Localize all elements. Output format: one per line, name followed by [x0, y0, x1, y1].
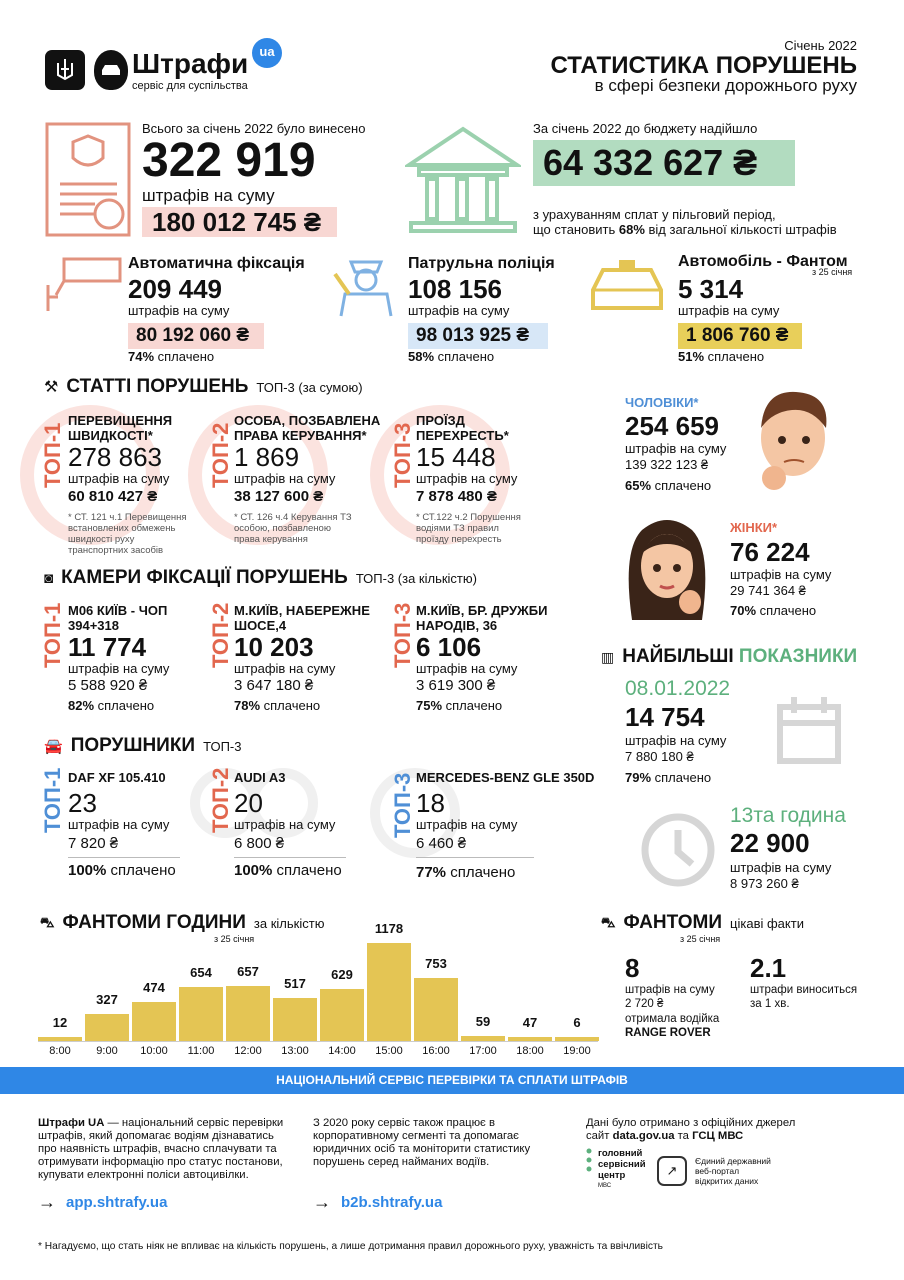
men-amount: 139 322 123 ₴ — [625, 457, 709, 472]
footer-banner: НАЦІОНАЛЬНИЙ СЕРВІС ПЕРЕВІРКИ ТА СПЛАТИ ШТРАФІВ — [0, 1067, 904, 1094]
women-text: штрафів на суму — [730, 567, 832, 582]
chart-hour-label: 17:00 — [469, 1045, 497, 1057]
fact-1-line-1: штрафів на суму — [625, 984, 715, 996]
camera-icon — [44, 255, 124, 315]
page-title: СТАТИСТИКА ПОРУШЕНЬ — [550, 52, 857, 79]
car-outline-icon-2: ⛍ — [601, 913, 616, 930]
article-2-note-2: особою, позбавленою — [234, 523, 331, 534]
source-police-paid: 58% сплачено — [408, 349, 495, 364]
source-police-amount: 98 013 925 ₴ — [408, 323, 548, 349]
chart-hour-label: 11:00 — [187, 1045, 215, 1057]
article-1-amount: 60 810 427 ₴ — [68, 488, 158, 505]
camera-1-name-2: 394+318 — [68, 618, 119, 633]
open-data-logo: ↗ Єдиний державний веб-портал відкритих даних — [657, 1156, 771, 1186]
chart-bar-label: 59 — [475, 1014, 491, 1030]
fact-2-number: 2.1 — [750, 953, 787, 983]
chart-bar-label: 1178 — [374, 921, 404, 936]
budget-note-1: з урахуванням сплат у пільговий період, — [533, 207, 776, 222]
camera-3-paid: 75% сплачено — [416, 698, 503, 713]
article-2-note-3: права керування — [234, 534, 308, 545]
chart-bar — [320, 989, 364, 1041]
article-1-name-2: ШВИДКОСТІ* — [68, 428, 153, 443]
cameras-section-title: ◙ КАМЕРИ ФІКСАЦІЇ ПОРУШЕНЬ ТОП-3 (за кількістю) — [44, 567, 477, 588]
violator-1-divider — [68, 857, 180, 858]
calendar-icon — [776, 695, 842, 765]
peak-date-label: штрафів на суму — [625, 733, 727, 748]
chart-hour-label: 15:00 — [375, 1045, 403, 1057]
men-label: ЧОЛОВІКИ* — [625, 395, 699, 410]
chart-hour-label: 18:00 — [516, 1045, 544, 1057]
articles-section-title: ⚒ СТАТТІ ПОРУШЕНЬ ТОП-3 (за сумою) — [44, 376, 363, 397]
report-date: Січень 2022 — [784, 38, 857, 53]
chart-bar — [273, 998, 317, 1041]
article-2-amount: 38 127 600 ₴ — [234, 488, 324, 505]
article-3-note-3: проїзду перехресть — [416, 534, 502, 545]
camera-2-paid: 78% сплачено — [234, 698, 321, 713]
article-1-label: штрафів на суму — [68, 471, 170, 486]
chart-hour-label: 9:00 — [96, 1045, 118, 1057]
chart-bar-label: 654 — [190, 964, 212, 980]
violator-2-paid: 100% сплачено — [234, 862, 342, 879]
chart-bar — [226, 986, 270, 1041]
article-3-note-2: водіями ТЗ правил — [416, 523, 499, 534]
peak-date: 08.01.2022 — [625, 677, 731, 700]
violator-3-rank: ТОП-3 — [390, 772, 415, 838]
woman-avatar-icon — [622, 510, 712, 622]
article-2-count: 1 869 — [234, 442, 300, 472]
peak-date-amount: 7 880 180 ₴ — [625, 749, 694, 764]
footer-col-1: Штрафи UA — національний сервіс перевірки штрафів, який допомагає водіям дізнаватись про наявність штрафів, вчасно сплачувати та отримувати інформацію про статус постанови, купувати електронні поліси автоцивілки. — [38, 1117, 284, 1181]
source-phantom-title: Автомобіль - Фантом — [678, 253, 848, 270]
article-1-name-1: ПЕРЕВИЩЕННЯ — [68, 413, 173, 428]
chart-bar-label: 327 — [96, 991, 118, 1007]
source-phantom-count: 5 314 — [678, 274, 744, 304]
violator-1-amount: 7 820 ₴ — [68, 835, 119, 852]
article-2-label: штрафів на суму — [234, 471, 336, 486]
camera-3-name-2: НАРОДІВ, 36 — [416, 618, 498, 633]
summary-count: 322 919 — [142, 134, 316, 187]
chart-bar-label: 517 — [284, 975, 306, 991]
article-2-name-2: ПРАВА КЕРУВАННЯ* — [234, 428, 367, 443]
women-paid: 70% сплачено — [730, 603, 817, 618]
violators-section-title: 🚘 ПОРУШНИКИ ТОП-3 — [44, 735, 242, 756]
fact-1-line-2: 2 720 ₴ — [625, 998, 664, 1010]
source-auto-amount: 80 192 060 ₴ — [128, 323, 264, 349]
shtrafy-logo — [94, 50, 128, 90]
violator-2-divider — [234, 857, 346, 858]
phantom-hours-title: ⛍ ФАНТОМИ ГОДИНИ за кількістю — [40, 912, 325, 933]
violator-2-name: AUDI A3 — [234, 770, 286, 785]
camera-small-icon: ◙ — [44, 569, 54, 587]
disclaimer: * Нагадуємо, що стать ніяк не впливає на кількість порушень, а лише дотримання правил дорожнього руху, уважність та ввічливість — [38, 1241, 663, 1252]
camera-1-count: 11 774 — [68, 632, 147, 662]
chart-bar-label: 753 — [425, 956, 447, 972]
arrow-right-icon-2: → — [313, 1192, 331, 1212]
article-1-note-2: встановлених обмежень — [68, 523, 176, 534]
chart-bar-label: 6 — [573, 1015, 581, 1030]
source-phantom-paid: 51% сплачено — [678, 349, 765, 364]
camera-2-rank: ТОП-2 — [208, 602, 233, 668]
fact-1-number: 8 — [625, 953, 640, 983]
chart-hour-label: 19:00 — [563, 1045, 591, 1057]
peak-section-title: ▥ НАЙБІЛЬШІ ПОКАЗНИКИ — [601, 646, 858, 667]
chart-hour-label: 14:00 — [328, 1045, 356, 1057]
camera-3-amount: 3 619 300 ₴ — [416, 677, 496, 694]
article-2-rank: ТОП-2 — [208, 422, 233, 488]
phantom-facts-note: з 25 січня — [680, 934, 721, 944]
article-3-name-2: ПЕРЕХРЕСТЬ* — [416, 428, 509, 443]
document-fine-icon — [45, 122, 131, 237]
chart-bar-label: 657 — [237, 964, 259, 980]
summary-intro: Всього за січень 2022 було винесено — [142, 121, 366, 136]
chart-bar-label: 47 — [522, 1015, 538, 1030]
men-count: 254 659 — [625, 411, 719, 441]
chart-bar-label: 12 — [52, 1015, 68, 1030]
violator-1-label: штрафів на суму — [68, 817, 170, 832]
peak-hour-amount: 8 973 260 ₴ — [730, 876, 799, 891]
source-police-label: штрафів на суму — [408, 303, 510, 318]
peak-date-count: 14 754 — [625, 702, 705, 732]
clock-icon — [640, 812, 716, 888]
source-auto-paid: 74% сплачено — [128, 349, 215, 364]
violator-3-amount: 6 460 ₴ — [416, 835, 467, 852]
bank-building-icon — [405, 123, 521, 235]
camera-2-name-1: М.КИЇВ, НАБЕРЕЖНЕ — [234, 603, 370, 618]
camera-1-rank: ТОП-1 — [40, 602, 65, 668]
chart-baseline — [38, 1041, 598, 1042]
camera-3-rank: ТОП-3 — [390, 602, 415, 668]
gavel-icon: ⚒ — [44, 379, 59, 396]
peak-hour-count: 22 900 — [730, 828, 810, 858]
fact-2-line-2: за 1 хв. — [750, 998, 790, 1010]
article-3-amount: 7 878 480 ₴ — [416, 488, 497, 505]
camera-3-count: 6 106 — [416, 632, 482, 662]
source-auto-title: Автоматична фіксація — [128, 255, 305, 272]
chart-bar-label: 474 — [143, 979, 165, 995]
article-1-note-3: швидкості руху — [68, 534, 135, 545]
camera-3-label: штрафів на суму — [416, 661, 518, 676]
peak-hour: 13та година — [730, 804, 846, 827]
car-outline-icon: ⛍ — [40, 913, 55, 930]
chart-hour-label: 12:00 — [234, 1045, 262, 1057]
budget-intro: За січень 2022 до бюджету надійшло — [533, 121, 758, 136]
violator-1-count: 23 — [68, 788, 97, 818]
article-1-note-1: * СТ. 121 ч.1 Перевищення — [68, 512, 187, 523]
violator-2-label: штрафів на суму — [234, 817, 336, 832]
budget-amount: 64 332 627 ₴ — [533, 140, 795, 186]
hsc-dots-icon — [586, 1148, 592, 1178]
article-2-note-1: * СТ. 126 ч.4 Керування ТЗ — [234, 512, 352, 523]
footer-col-2: З 2020 року сервіс також працює в корпоративному сегменті та допомагає юридичних осіб та моніторити статистику порушень серед найманих водіїв. — [313, 1117, 531, 1168]
chart-bar-label: 629 — [331, 966, 353, 982]
article-3-rank: ТОП-3 — [390, 422, 415, 488]
camera-1-paid: 82% сплачено — [68, 698, 155, 713]
source-auto-count: 209 449 — [128, 274, 222, 304]
footer-col-3: Дані було отримано з офіційних джерел сайт data.gov.ua та ГСЦ МВС — [586, 1117, 796, 1142]
app-link[interactable]: → app.shtrafy.ua — [38, 1192, 168, 1212]
camera-2-name-2: ШОСЕ,4 — [234, 618, 287, 633]
source-phantom-amount: 1 806 760 ₴ — [678, 323, 802, 349]
chart-bar — [414, 978, 458, 1041]
open-data-icon: ↗ — [657, 1156, 687, 1186]
camera-1-name-1: М06 КИЇВ - ЧОП — [68, 603, 168, 618]
article-3-count: 15 448 — [416, 442, 496, 472]
camera-1-amount: 5 588 920 ₴ — [68, 677, 148, 694]
women-count: 76 224 — [730, 537, 810, 567]
violator-2-count: 20 — [234, 788, 263, 818]
camera-2-amount: 3 647 180 ₴ — [234, 677, 314, 694]
peak-hour-label: штрафів на суму — [730, 860, 832, 875]
chart-bar — [132, 1002, 176, 1041]
violator-3-divider — [416, 857, 534, 858]
chart-bar — [85, 1014, 129, 1041]
chart-bar — [179, 987, 223, 1041]
peak-date-paid: 79% сплачено — [625, 770, 712, 785]
violator-3-paid: 77% сплачено — [416, 864, 516, 881]
phantom-hours-note: з 25 січня — [214, 934, 255, 944]
women-amount: 29 741 364 ₴ — [730, 583, 806, 598]
bar-chart-icon: ▥ — [601, 648, 615, 665]
fact-1-line-3: отримала водійка — [625, 1013, 720, 1025]
car-small-icon: 🚘 — [44, 738, 63, 755]
source-phantom-note: з 25 січня — [812, 267, 853, 277]
budget-note-2: що становить 68% від загальної кількості штрафів — [533, 222, 837, 237]
trident-icon — [55, 57, 75, 83]
summary-amount: 180 012 745 ₴ — [142, 207, 337, 237]
violator-1-rank: ТОП-1 — [40, 767, 65, 833]
violator-2-amount: 6 800 ₴ — [234, 835, 285, 852]
fact-1-line-4: RANGE ROVER — [625, 1027, 711, 1039]
b2b-link[interactable]: → b2b.shtrafy.ua — [313, 1192, 443, 1212]
violator-3-count: 18 — [416, 788, 445, 818]
chart-hour-label: 8:00 — [49, 1045, 71, 1057]
source-phantom-label: штрафів на суму — [678, 303, 780, 318]
article-1-count: 278 863 — [68, 442, 162, 472]
camera-2-label: штрафів на суму — [234, 661, 336, 676]
article-3-note-1: * СТ.122 ч.2 Порушення — [416, 512, 521, 523]
article-3-label: штрафів на суму — [416, 471, 518, 486]
fact-2-line-1: штрафи виноситься — [750, 984, 858, 996]
source-auto-label: штрафів на суму — [128, 303, 230, 318]
trident-logo — [45, 50, 85, 90]
violator-3-label: штрафів на суму — [416, 817, 518, 832]
summary-count-label: штрафів на суму — [142, 186, 275, 205]
women-label: ЖІНКИ* — [730, 520, 778, 535]
camera-3-name-1: М.КИЇВ, БР. ДРУЖБИ — [416, 603, 548, 618]
chart-hour-label: 10:00 — [140, 1045, 168, 1057]
police-officer-icon — [331, 252, 401, 318]
violator-1-name: DAF XF 105.410 — [68, 770, 166, 785]
article-1-note-4: транспортних засобів — [68, 545, 164, 556]
source-police-title: Патрульна поліція — [408, 255, 555, 272]
men-text: штрафів на суму — [625, 441, 727, 456]
article-1-rank: ТОП-1 — [40, 422, 65, 488]
violator-3-name: MERCEDES-BENZ GLE 350D — [416, 770, 595, 785]
chart-bar — [367, 943, 411, 1041]
car-icon — [100, 63, 122, 77]
arrow-right-icon: → — [38, 1192, 56, 1212]
article-3-name-1: ПРОЇЗД — [416, 413, 465, 428]
men-paid: 65% сплачено — [625, 478, 712, 493]
chart-hour-label: 16:00 — [422, 1045, 450, 1057]
hsc-logo: головний сервісний центр МВС — [586, 1148, 646, 1192]
logo-badge: ua — [252, 38, 282, 68]
violator-2-rank: ТОП-2 — [208, 767, 233, 833]
logo-subtitle: сервіс для суспільства — [132, 80, 248, 92]
camera-2-count: 10 203 — [234, 632, 314, 662]
source-police-count: 108 156 — [408, 274, 502, 304]
violator-1-paid: 100% сплачено — [68, 862, 176, 879]
chart-hour-label: 13:00 — [281, 1045, 309, 1057]
article-2-name-1: ОСОБА, ПОЗБАВЛЕНА — [234, 413, 381, 428]
phantom-facts-title: ⛍ ФАНТОМИ цікаві факти — [601, 912, 804, 933]
man-avatar-icon — [752, 388, 834, 494]
logo-name: Штрафи — [132, 48, 249, 79]
phantom-car-icon — [587, 256, 667, 316]
page-subtitle: в сфері безпеки дорожнього руху — [594, 76, 857, 95]
camera-1-label: штрафів на суму — [68, 661, 170, 676]
